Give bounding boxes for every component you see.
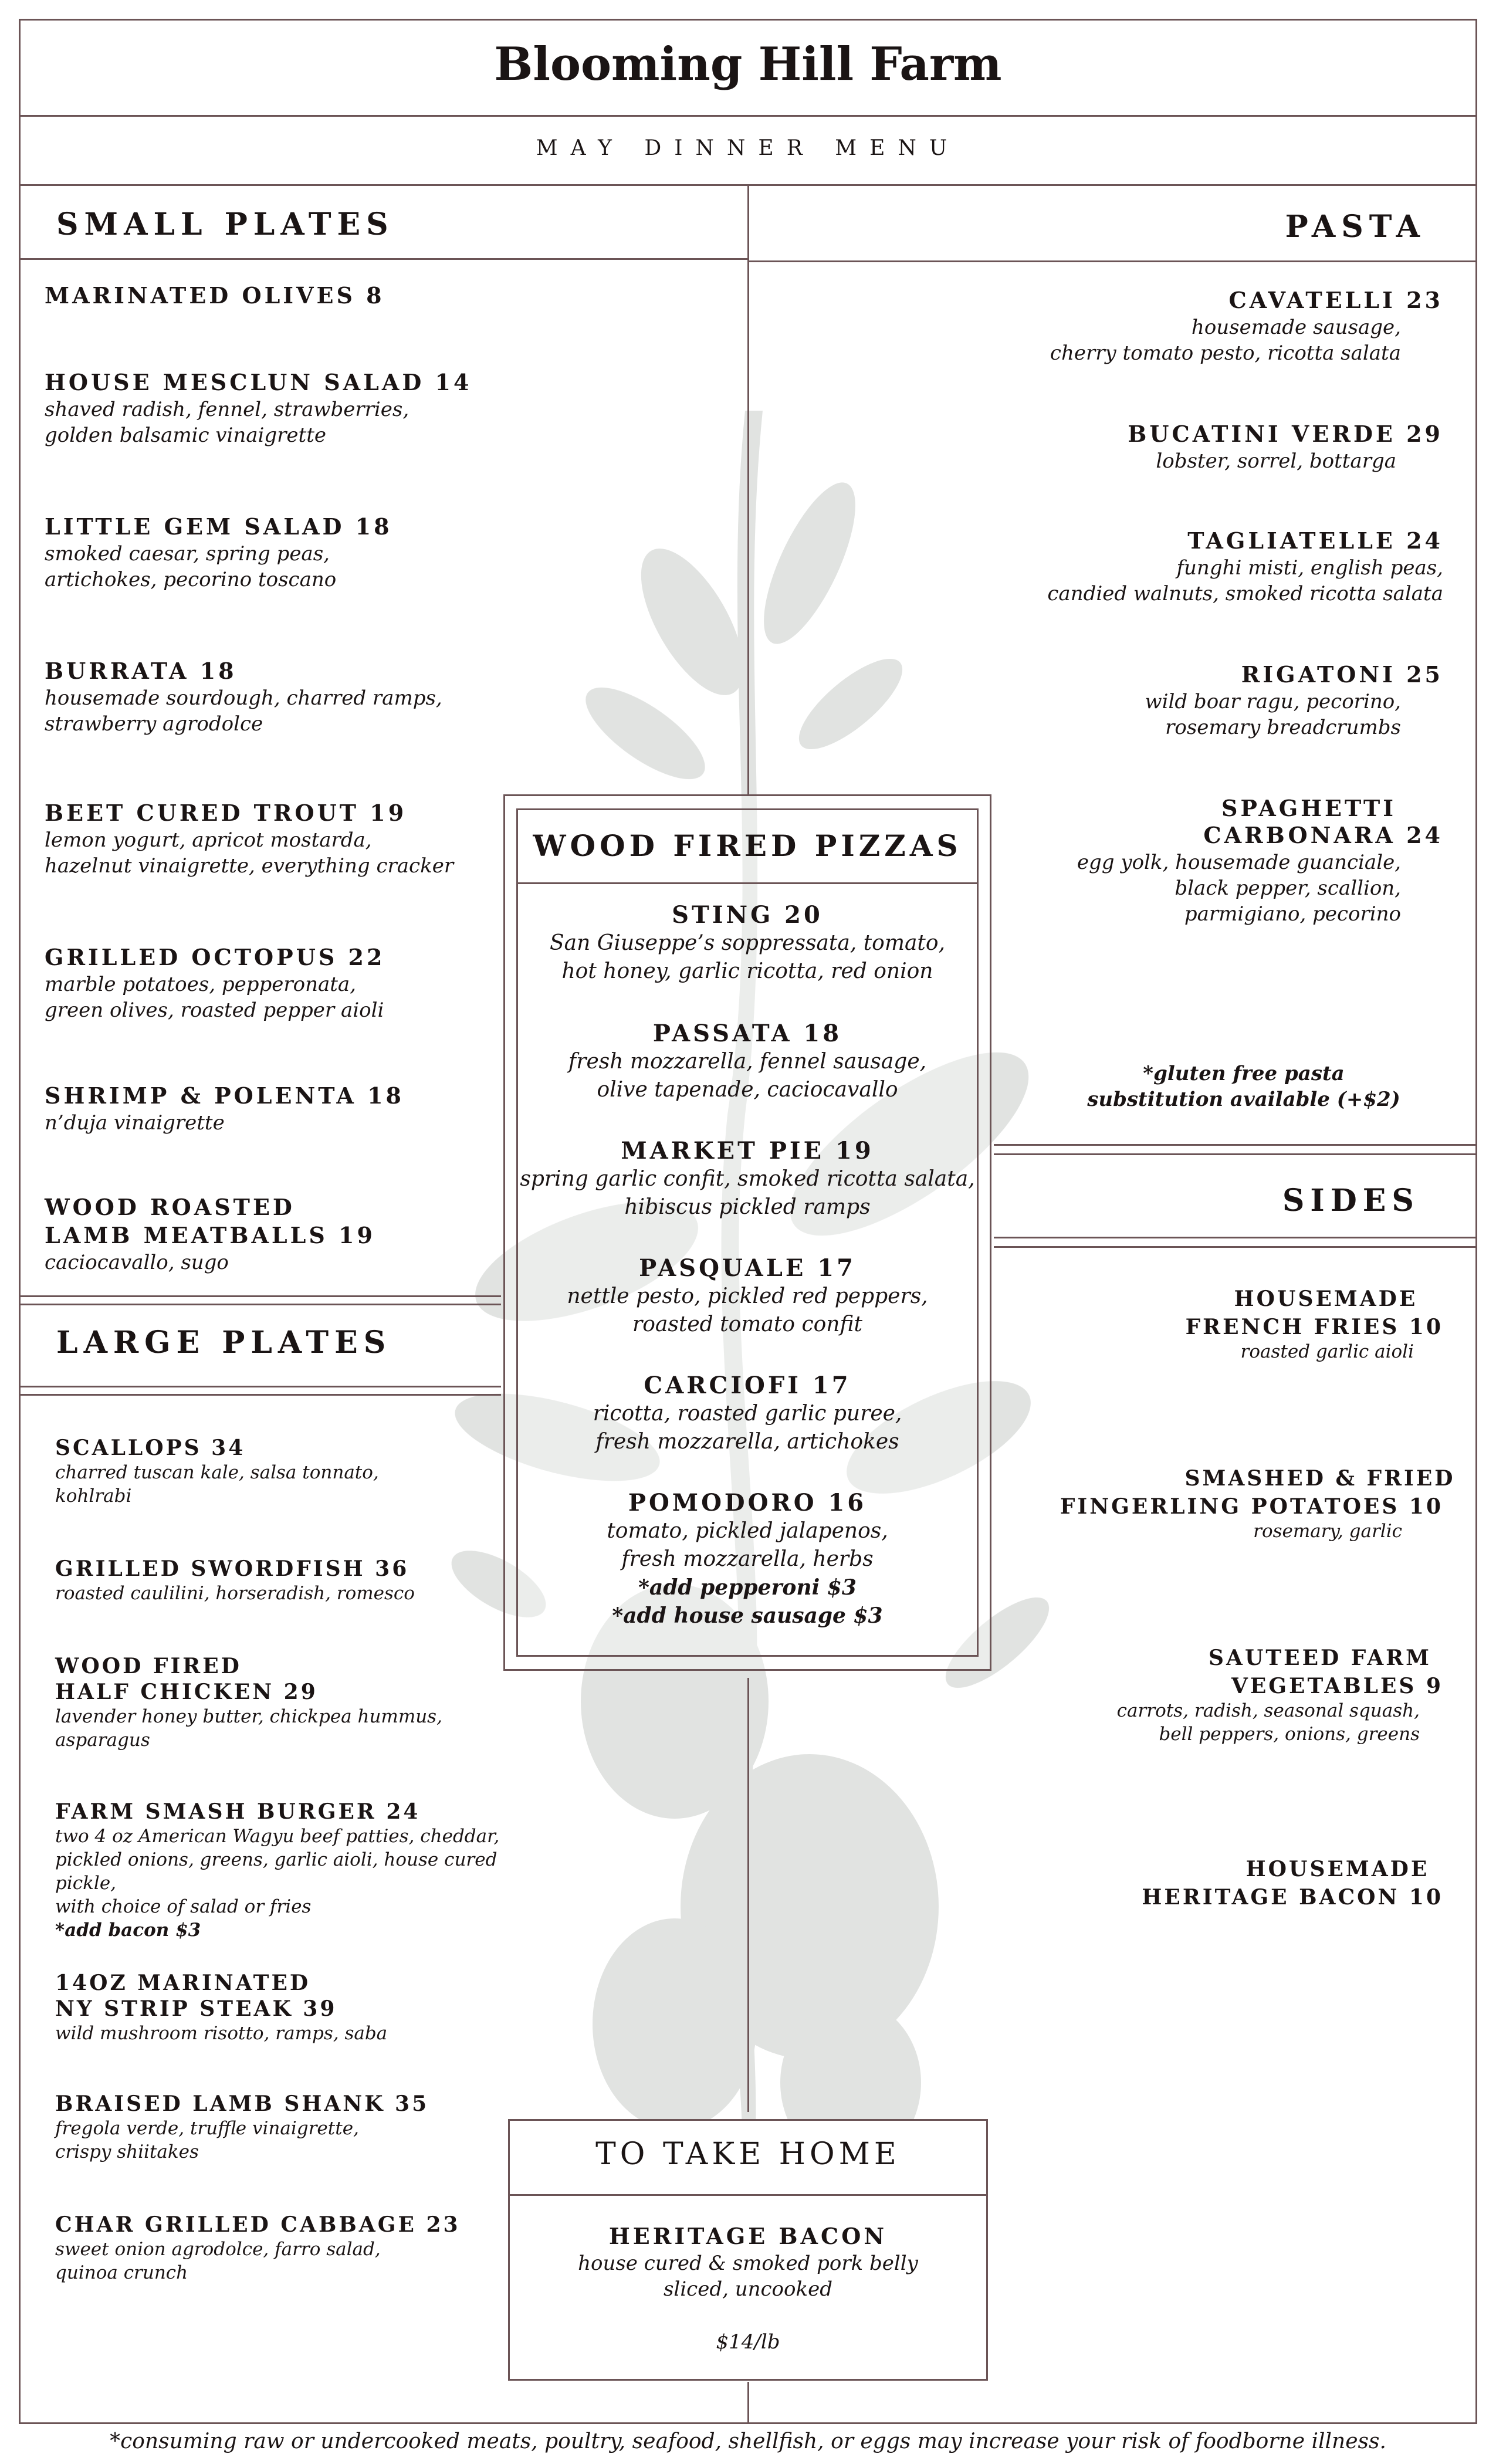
item-desc: roasted garlic aioli bbox=[1240, 1341, 1414, 1362]
pasta-item bbox=[880, 448, 1396, 474]
item-desc: nettle pesto, pickled red peppers, bbox=[567, 1284, 928, 1308]
item-name: BUCATINI VERDE 29 bbox=[1128, 421, 1443, 447]
item-desc: candied walnuts, smoked ricotta salata bbox=[1047, 582, 1443, 605]
item-desc: golden balsamic vinaigrette bbox=[45, 424, 327, 447]
item-name: HOUSEMADE bbox=[1234, 1287, 1418, 1311]
pasta-item bbox=[880, 661, 1443, 689]
large-plate-item bbox=[55, 1556, 560, 1605]
large-plate-item bbox=[55, 1799, 560, 1942]
item-desc: parmigiano, pecorino bbox=[1184, 902, 1401, 926]
sides-heading: SIDES bbox=[1282, 1183, 1420, 1219]
pasta-item bbox=[880, 689, 1401, 740]
sides-rule-bottom2 bbox=[994, 1246, 1477, 1248]
item-desc: roasted tomato confit bbox=[632, 1312, 862, 1336]
large-plates-rule-bottom2 bbox=[19, 1394, 501, 1396]
side-item bbox=[1121, 1286, 1496, 1312]
item-desc: housemade sausage, bbox=[1191, 316, 1401, 339]
side-item bbox=[939, 1494, 1443, 1543]
item-desc: fresh mozzarella, herbs bbox=[621, 1547, 874, 1571]
item-name: SCALLOPS 34 bbox=[55, 1436, 246, 1460]
item-desc: artichokes, pecorino toscano bbox=[45, 568, 337, 591]
side-item bbox=[1115, 1465, 1496, 1491]
item-desc: smoked caesar, spring peas, bbox=[45, 542, 330, 566]
item-desc: shaved radish, fennel, strawberries, bbox=[45, 398, 409, 421]
item-desc: two 4 oz American Wagyu beef patties, cheddar, bbox=[55, 1826, 500, 1847]
item-desc: hazelnut vinaigrette, everything cracker bbox=[45, 854, 454, 878]
item-desc: olive tapenade, caciocavallo bbox=[597, 1078, 898, 1102]
item-desc: rosemary, garlic bbox=[1253, 1521, 1402, 1542]
side-item bbox=[1132, 1856, 1496, 1882]
large-plate-item bbox=[55, 1653, 560, 1752]
item-name: WOOD ROASTED bbox=[45, 1194, 295, 1220]
item-name-line2: CARBONARA 24 bbox=[1203, 822, 1443, 848]
item-desc: marble potatoes, pepperonata, bbox=[45, 973, 356, 996]
large-plate-item bbox=[55, 1970, 560, 2045]
item-desc: pickled onions, greens, garlic aioli, house cured pickle, bbox=[55, 1849, 497, 1894]
item-name: GRILLED OCTOPUS 22 bbox=[45, 944, 385, 970]
item-desc: wild boar ragu, pecorino, bbox=[1145, 690, 1401, 713]
item-desc: wild mushroom risotto, ramps, saba bbox=[55, 2023, 388, 2044]
pizza-item bbox=[516, 1020, 979, 1104]
pizza-item bbox=[516, 1137, 979, 1221]
item-desc: lemon yogurt, apricot mostarda, bbox=[45, 828, 372, 852]
large-plates-rule-top bbox=[19, 1295, 501, 1297]
footer-disclaimer: *consuming raw or undercooked meats, poultry, seafood, shellfish, or eggs may increase your risk of foodborne illness. bbox=[110, 2429, 1386, 2453]
pasta-item bbox=[880, 286, 1443, 314]
large-plate-item bbox=[55, 2091, 560, 2164]
pasta-item bbox=[880, 314, 1401, 366]
pizza-item bbox=[516, 1372, 979, 1456]
gluten-free-note bbox=[1033, 1061, 1455, 1112]
header-rule bbox=[19, 115, 1477, 117]
take-home-rule bbox=[508, 2194, 988, 2196]
item-desc: bell peppers, onions, greens bbox=[1159, 1724, 1420, 1745]
item-desc: green olives, roasted pepper aioli bbox=[45, 999, 384, 1022]
item-name-line2: VEGETABLES 9 bbox=[1231, 1674, 1443, 1698]
item-desc: with choice of salad or fries bbox=[55, 1896, 312, 1917]
small-plate-item bbox=[45, 282, 719, 310]
note-line: *gluten free pasta bbox=[1143, 1062, 1345, 1085]
large-plates-rule-top2 bbox=[19, 1304, 501, 1305]
pizza-item bbox=[516, 1254, 979, 1339]
center-divider-bottom bbox=[747, 2382, 749, 2424]
item-name-line2: NY STRIP STEAK 39 bbox=[55, 1996, 337, 2021]
note-line: substitution available (+$2) bbox=[1087, 1088, 1400, 1111]
item-name: LITTLE GEM SALAD 18 bbox=[45, 513, 392, 540]
small-plate-item bbox=[45, 513, 719, 593]
large-plates-rule-bottom bbox=[19, 1386, 501, 1387]
pasta-rule bbox=[747, 260, 1477, 262]
item-desc: sliced, uncooked bbox=[663, 2277, 832, 2301]
item-name-line2: FRENCH FRIES 10 bbox=[1185, 1315, 1443, 1339]
pizza-item bbox=[516, 901, 979, 986]
item-desc: fresh mozzarella, artichokes bbox=[595, 1430, 899, 1454]
item-desc: strawberry agrodolce bbox=[45, 712, 263, 736]
item-desc: roasted caulilini, horseradish, romesco bbox=[55, 1583, 415, 1604]
item-name: WOOD FIRED bbox=[55, 1654, 242, 1678]
small-plates-heading: SMALL PLATES bbox=[56, 207, 394, 242]
item-desc: tomato, pickled jalapenos, bbox=[607, 1519, 888, 1543]
item-name: BEET CURED TROUT 19 bbox=[45, 800, 407, 826]
item-name-line2: FINGERLING POTATOES 10 bbox=[1060, 1494, 1443, 1519]
pizza-heading: WOOD FIRED PIZZAS bbox=[533, 828, 962, 863]
take-home-heading: TO TAKE HOME bbox=[595, 2137, 901, 2172]
sides-rule-top bbox=[994, 1144, 1477, 1146]
item-desc: egg yolk, housemade guanciale, bbox=[1077, 851, 1401, 874]
item-name: GRILLED SWORDFISH 36 bbox=[55, 1556, 409, 1581]
item-name: SHRIMP & POLENTA 18 bbox=[45, 1082, 404, 1109]
center-divider-top bbox=[747, 184, 749, 794]
item-name: SAUTEED FARM bbox=[1209, 1646, 1431, 1670]
menu-subtitle: MAY DINNER MENU bbox=[536, 136, 960, 160]
item-name: PASQUALE 17 bbox=[639, 1254, 856, 1282]
item-addon: *add house sausage $3 bbox=[612, 1603, 883, 1628]
item-name: CAVATELLI 23 bbox=[1228, 287, 1443, 313]
item-name: HERITAGE BACON bbox=[608, 2223, 888, 2249]
item-name-line2: HALF CHICKEN 29 bbox=[55, 1680, 318, 1704]
item-desc: carrots, radish, seasonal squash, bbox=[1116, 1700, 1420, 1721]
item-name: FARM SMASH BURGER 24 bbox=[55, 1799, 421, 1824]
item-name: CHAR GRILLED CABBAGE 23 bbox=[55, 2212, 461, 2237]
take-home-item bbox=[508, 2222, 988, 2355]
item-name: MARINATED OLIVES 8 bbox=[45, 282, 385, 309]
item-name-line2: LAMB MEATBALLS 19 bbox=[45, 1222, 375, 1248]
item-desc: black pepper, scallion, bbox=[1175, 876, 1401, 900]
item-desc: hibiscus pickled ramps bbox=[624, 1195, 871, 1219]
item-price: $14/lb bbox=[716, 2330, 780, 2354]
sides-rule-bottom bbox=[994, 1237, 1477, 1238]
item-desc: kohlrabi bbox=[55, 1485, 132, 1507]
item-addon: *add bacon $3 bbox=[55, 1920, 201, 1941]
large-plate-item bbox=[55, 1435, 560, 1508]
sides-rule-top2 bbox=[994, 1153, 1477, 1155]
item-name: TAGLIATELLE 24 bbox=[1187, 527, 1443, 554]
item-desc: fregola verde, truffle vinaigrette, bbox=[55, 2118, 359, 2139]
item-name: RIGATONI 25 bbox=[1241, 661, 1443, 688]
item-desc: San Giuseppe’s soppressata, tomato, bbox=[549, 931, 946, 955]
item-desc: lobster, sorrel, bottarga bbox=[1156, 449, 1396, 473]
item-desc: caciocavallo, sugo bbox=[45, 1251, 229, 1274]
side-item bbox=[1115, 1645, 1496, 1671]
restaurant-title: Blooming Hill Farm bbox=[494, 38, 1002, 91]
item-desc: hot honey, garlic ricotta, red onion bbox=[561, 959, 933, 983]
pasta-item bbox=[880, 527, 1443, 607]
item-desc: ricotta, roasted garlic puree, bbox=[593, 1402, 902, 1426]
item-name: SPAGHETTI bbox=[1221, 795, 1396, 821]
side-item bbox=[997, 1884, 1443, 1910]
center-divider-middle bbox=[747, 1678, 749, 2112]
item-desc: funghi misti, english peas, bbox=[1176, 556, 1443, 580]
pasta-heading: PASTA bbox=[1285, 209, 1426, 245]
item-desc: fresh mozzarella, fennel sausage, bbox=[568, 1050, 927, 1074]
small-plates-rule bbox=[19, 258, 747, 260]
item-desc: charred tuscan kale, salsa tonnato, bbox=[55, 1462, 379, 1483]
item-name: 14OZ MARINATED bbox=[55, 1971, 311, 1995]
item-name: BURRATA 18 bbox=[45, 658, 237, 684]
small-plate-item bbox=[45, 657, 719, 737]
pasta-item bbox=[880, 420, 1443, 448]
large-plate-item bbox=[55, 2212, 560, 2284]
item-name: SMASHED & FRIED bbox=[1184, 1466, 1456, 1491]
item-name: HOUSE MESCLUN SALAD 14 bbox=[45, 369, 472, 395]
side-item bbox=[997, 1314, 1443, 1363]
small-plate-item bbox=[45, 368, 719, 448]
item-desc: crispy shiitakes bbox=[55, 2141, 199, 2162]
item-name: HOUSEMADE bbox=[1245, 1857, 1430, 1881]
item-desc: spring garlic confit, smoked ricotta salata, bbox=[520, 1167, 975, 1191]
item-desc: asparagus bbox=[55, 1729, 150, 1751]
pizza-item bbox=[516, 1489, 979, 1630]
item-desc: lavender honey butter, chickpea hummus, bbox=[55, 1706, 442, 1727]
item-name: MARKET PIE 19 bbox=[621, 1137, 874, 1165]
item-addon: *add pepperoni $3 bbox=[638, 1575, 857, 1600]
large-plates-heading: LARGE PLATES bbox=[56, 1325, 392, 1360]
item-desc: quinoa crunch bbox=[55, 2262, 188, 2283]
item-desc: house cured & smoked pork belly bbox=[578, 2252, 918, 2275]
pizza-heading-rule bbox=[516, 882, 979, 884]
item-desc: cherry tomato pesto, ricotta salata bbox=[1050, 341, 1401, 365]
item-name-line2: HERITAGE BACON 10 bbox=[1142, 1885, 1443, 1910]
item-desc: n’duja vinaigrette bbox=[45, 1111, 225, 1135]
item-name: POMODORO 16 bbox=[628, 1489, 867, 1517]
item-desc: sweet onion agrodolce, farro salad, bbox=[55, 2239, 381, 2260]
side-item bbox=[997, 1673, 1443, 1746]
item-desc: housemade sourdough, charred ramps, bbox=[45, 686, 442, 710]
item-name: BRAISED LAMB SHANK 35 bbox=[55, 2091, 429, 2116]
item-name: CARCIOFI 17 bbox=[644, 1372, 851, 1399]
item-name: STING 20 bbox=[672, 901, 823, 929]
item-name: PASSATA 18 bbox=[652, 1020, 842, 1047]
item-desc: rosemary breadcrumbs bbox=[1165, 716, 1401, 739]
